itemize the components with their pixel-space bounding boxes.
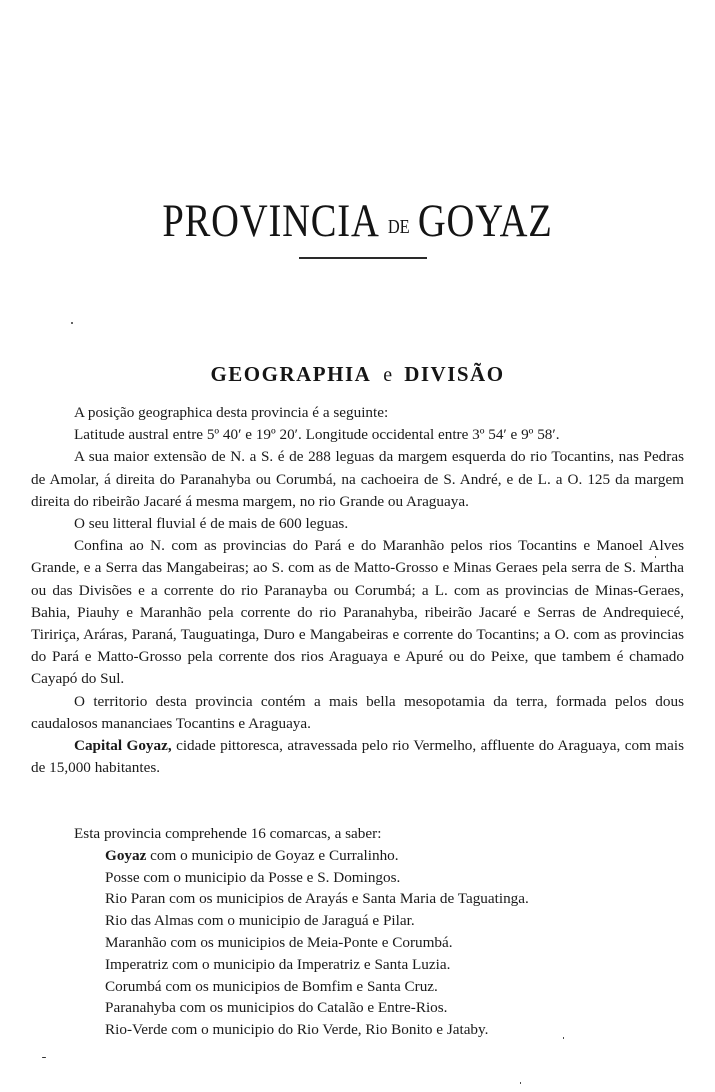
body-text [31, 402, 684, 779]
comarca-name: Goyaz [105, 846, 147, 864]
print-speck [42, 1057, 46, 1058]
print-speck [520, 1082, 521, 1084]
comarca-name: Rio Paran [105, 890, 166, 908]
comarca-detail: com o municipio do Rio Verde, Rio Bonito e Jataby. [167, 1021, 489, 1039]
section-heading [0, 359, 715, 390]
section-connector: e [383, 364, 393, 386]
comarca-detail: com os municipios do Catalão e Entre-Rios. [175, 999, 448, 1017]
print-speck [71, 322, 73, 324]
list-item [105, 1019, 684, 1041]
list-item [105, 867, 684, 889]
comarca-detail: com os municipios de Arayás e Santa Maria de Taguatinga. [165, 890, 529, 908]
title-connector: DE [387, 216, 410, 238]
paragraph-territory: O territorio desta provincia contém a mais bella mesopotamia da terra, formada pelos dous caudalosos mananciaes Tocantins e Araguaya. [31, 692, 684, 732]
comarca-name: Posse [105, 868, 140, 886]
comarca-detail: com o municipio da Posse e S. Domingos. [139, 868, 401, 886]
paragraph-latitude: Latitude austral entre 5º 40′ e 19º 20′. Longitude occidental entre 3º 54′ e 9º 58′. [74, 426, 560, 444]
page-title [64, 193, 650, 255]
list-item [105, 888, 684, 910]
paragraph-position: A posição geographica desta provincia é a seguinte: [74, 404, 389, 421]
section-word-geographia: GEOGRAPHIA [210, 362, 372, 386]
list-item [105, 932, 684, 954]
comarca-detail: com os municipios de Meia-Ponte e Corumbá. [166, 933, 453, 951]
comarca-detail: com o municipio de Jaraguá e Pilar. [193, 912, 415, 930]
list-item [105, 976, 684, 998]
comarca-detail: com o municipio de Goyaz e Curralinho. [146, 846, 399, 864]
comarca-detail: com os municipios de Bomfim e Santa Cruz. [161, 977, 438, 995]
comarcas-section [31, 823, 684, 1041]
paragraph-borders: Confina ao N. com as provincias do Pará e do Maranhão pelos rios Tocantins e Manoel Alves Grande, e a Serra das Mangabeiras; ao S. com as de Matto-Grosso e Minas Geraes pela serra de S. Martha ou das Divisões e a corrente do rio Paranayba ou Corumbá; a L. com as provincias de Minas-Geraes, Bahia, Piauhy e Maranhão pela corrente do rio Paranahyba, ribeirão Jacaré e Serras de Andrequiecé, Tiririça, Aráras, Paraná, Tauguatinga, Duro e Mangabeiras e corrente do Tocantins; a O. com as provincias do Pará e Matto-Grosso pela corrente dos rios Araguaya e Apuré ou do Peixe, que tambem é chamado Cayapó do Sul. [31, 537, 684, 688]
title-word-goyaz: GOYAZ [417, 195, 553, 247]
comarca-name: Rio-Verde [105, 1021, 168, 1039]
list-item [105, 997, 684, 1019]
comarca-name: Rio das Almas [105, 912, 194, 930]
title-underline-divider [299, 257, 427, 259]
section-word-divisao: DIVISÃO [404, 362, 505, 386]
list-item [105, 845, 684, 867]
comarca-name: Imperatriz [105, 955, 169, 973]
paragraph-capital [31, 735, 684, 779]
list-item [105, 954, 684, 976]
comarcas-intro: Esta provincia comprehende 16 comarcas, a saber: [74, 825, 382, 842]
comarca-name: Corumbá [105, 977, 162, 995]
capital-label: Capital Goyaz, [74, 737, 172, 755]
list-item [105, 910, 684, 932]
paragraph-littoral: O seu litteral fluvial é de mais de 600 leguas. [74, 515, 349, 533]
comarca-name: Maranhão [105, 933, 167, 951]
title-word-provincia: PROVINCIA [162, 195, 380, 247]
paragraph-extension: A sua maior extensão de N. a S. é de 288 leguas da margem esquerda do rio Tocantins, nas Pedras de Amolar, á direita do Paranahyba ou Corumbá, na cachoeira de S. André, e de L. a O. 125 da margem direita do ribeirão Jacaré á mesma margem, no rio Grande ou Araguaya. [31, 448, 684, 510]
comarca-name: Paranahyba [105, 999, 176, 1017]
capital-description: cidade pittoresca, atravessada pelo rio Vermelho, affluente do Araguaya, com mais de 15,000 habitantes. [31, 737, 684, 777]
comarcas-list [31, 845, 684, 1041]
comarca-detail: com o municipio da Imperatriz e Santa Luzia. [168, 955, 451, 973]
